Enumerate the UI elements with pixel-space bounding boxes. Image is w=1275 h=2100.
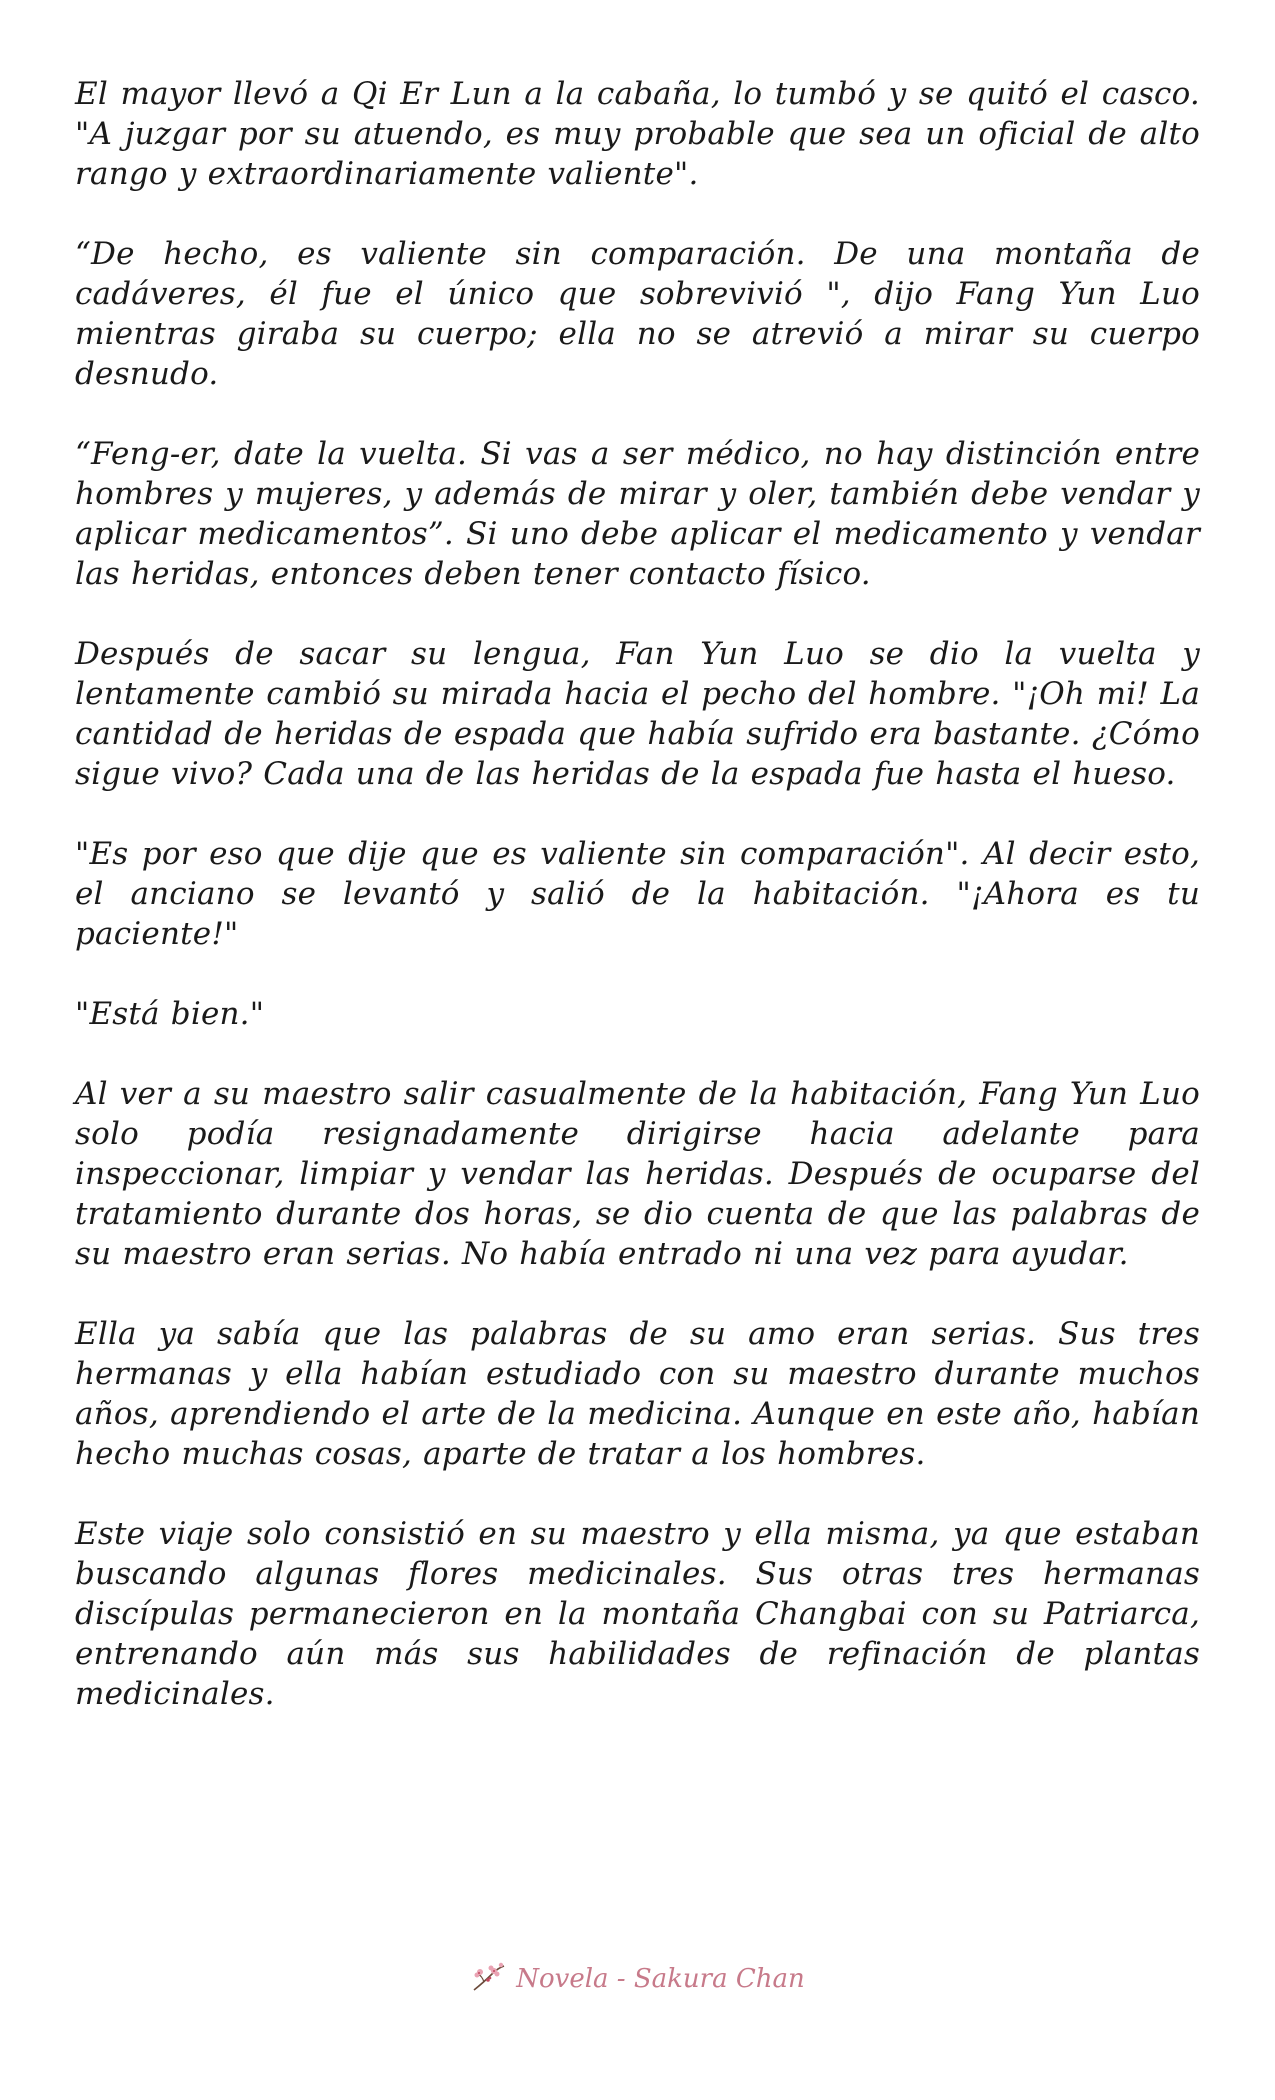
paragraph: "Es por eso que dije que es valiente sin comparación". Al decir esto, el anciano se levantó y salió de la habitación. "¡Ahora es tu paciente!"	[75, 836, 1200, 952]
paragraph: Este viaje solo consistió en su maestro y ella misma, ya que estaban buscando algunas flores medicinales. Sus otras tres hermanas discípulas permanecieron en la montaña Changbai con su Patriarca, entrenando aún más sus habilidades de refinación de plantas medicinales.	[75, 1516, 1200, 1712]
paragraph: El mayor llevó a Qi Er Lun a la cabaña, lo tumbó y se quitó el casco. "A juzgar por su atuendo, es muy probable que sea un oficial de alto rango y extraordinariamente valiente".	[75, 76, 1200, 192]
footer	[0, 1960, 1275, 2010]
paragraph: Después de sacar su lengua, Fan Yun Luo se dio la vuelta y lentamente cambió su mirada hacia el pecho del hombre. "¡Oh mi! La cantidad de heridas de espada que había sufrido era bastante. ¿Cómo sigue vivo? Cada una de las heridas de la espada fue hasta el hueso.	[75, 636, 1200, 792]
paragraph: Ella ya sabía que las palabras de su amo eran serias. Sus tres hermanas y ella habían estudiado con su maestro durante muchos años, aprendiendo el arte de la medicina. Aunque en este año, habían hecho muchas cosas, aparte de tratar a los hombres.	[75, 1316, 1200, 1472]
footer-brand	[470, 1960, 805, 1998]
paragraph: "Está bien."	[75, 996, 265, 1032]
paragraph: Al ver a su maestro salir casualmente de la habitación, Fang Yun Luo solo podía resignadamente dirigirse hacia adelante para inspeccionar, limpiar y vendar las heridas. Después de ocuparse del tratamiento durante dos horas, se dio cuenta de que las palabras de su maestro eran serias. No había entrado ni una vez para ayudar.	[75, 1076, 1200, 1272]
cherry-blossom-icon	[470, 1960, 508, 1998]
footer-text: Novela - Sakura Chan	[516, 1964, 805, 1994]
document-body	[75, 74, 1200, 1754]
paragraph: “De hecho, es valiente sin comparación. De una montaña de cadáveres, él fue el único que sobrevivió ", dijo Fang Yun Luo mientras giraba su cuerpo; ella no se atrevió a mirar su cuerpo desnudo.	[75, 236, 1200, 392]
paragraph: “Feng-er, date la vuelta. Si vas a ser médico, no hay distinción entre hombres y mujeres, y además de mirar y oler, también debe vendar y aplicar medicamentos”. Si uno debe aplicar el medicamento y vendar las heridas, entonces deben tener contacto físico.	[75, 436, 1200, 592]
